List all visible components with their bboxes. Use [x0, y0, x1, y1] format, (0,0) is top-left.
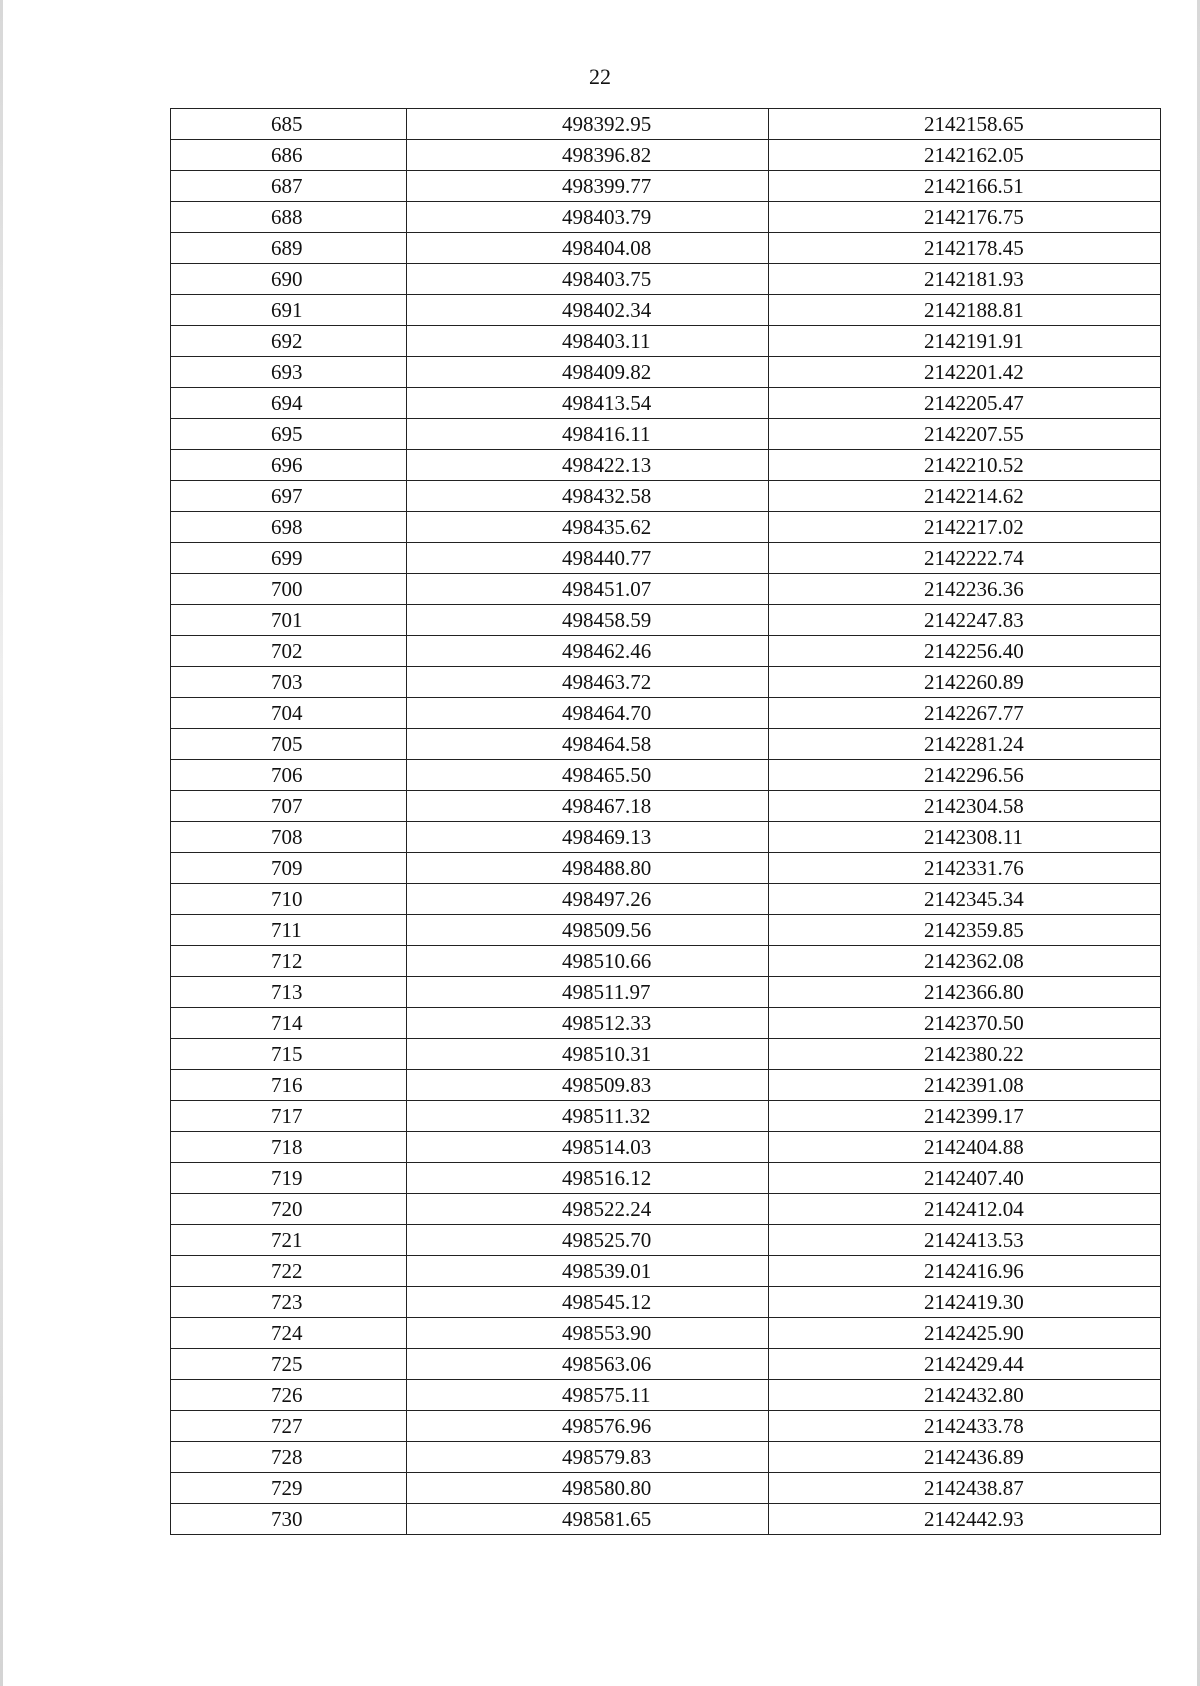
- point-number-cell: 691: [171, 295, 407, 326]
- x-coordinate-cell: 498510.31: [407, 1039, 769, 1070]
- y-coordinate-cell: 2142345.34: [769, 884, 1161, 915]
- table-row: [171, 1349, 1161, 1380]
- y-coordinate-cell: 2142247.83: [769, 605, 1161, 636]
- page-number: 22: [589, 64, 611, 89]
- table-row: [171, 1287, 1161, 1318]
- table-row: [171, 574, 1161, 605]
- table-row: [171, 1070, 1161, 1101]
- y-coordinate-cell: 2142407.40: [769, 1163, 1161, 1194]
- y-coordinate-cell: 2142296.56: [769, 760, 1161, 791]
- y-coordinate-cell: 2142419.30: [769, 1287, 1161, 1318]
- y-coordinate-cell: 2142222.74: [769, 543, 1161, 574]
- table-row: [171, 140, 1161, 171]
- table-row: [171, 1504, 1161, 1535]
- x-coordinate-cell: 498392.95: [407, 109, 769, 140]
- table-row: [171, 109, 1161, 140]
- point-number-cell: 708: [171, 822, 407, 853]
- y-coordinate-cell: 2142267.77: [769, 698, 1161, 729]
- point-number-cell: 711: [171, 915, 407, 946]
- point-number-cell: 705: [171, 729, 407, 760]
- table-row: [171, 884, 1161, 915]
- x-coordinate-cell: 498497.26: [407, 884, 769, 915]
- y-coordinate-cell: 2142188.81: [769, 295, 1161, 326]
- table-row: [171, 1101, 1161, 1132]
- point-number-cell: 707: [171, 791, 407, 822]
- x-coordinate-cell: 498539.01: [407, 1256, 769, 1287]
- point-number-cell: 709: [171, 853, 407, 884]
- x-coordinate-cell: 498545.12: [407, 1287, 769, 1318]
- x-coordinate-cell: 498463.72: [407, 667, 769, 698]
- y-coordinate-cell: 2142308.11: [769, 822, 1161, 853]
- point-number-cell: 690: [171, 264, 407, 295]
- table-row: [171, 760, 1161, 791]
- point-number-cell: 720: [171, 1194, 407, 1225]
- point-number-cell: 716: [171, 1070, 407, 1101]
- point-number-cell: 695: [171, 419, 407, 450]
- point-number-cell: 693: [171, 357, 407, 388]
- point-number-cell: 724: [171, 1318, 407, 1349]
- x-coordinate-cell: 498404.08: [407, 233, 769, 264]
- table-row: [171, 171, 1161, 202]
- point-number-cell: 702: [171, 636, 407, 667]
- table-row: [171, 1256, 1161, 1287]
- point-number-cell: 685: [171, 109, 407, 140]
- table-row: [171, 450, 1161, 481]
- table-row: [171, 202, 1161, 233]
- point-number-cell: 688: [171, 202, 407, 233]
- y-coordinate-cell: 2142181.93: [769, 264, 1161, 295]
- point-number-cell: 714: [171, 1008, 407, 1039]
- y-coordinate-cell: 2142260.89: [769, 667, 1161, 698]
- point-number-cell: 730: [171, 1504, 407, 1535]
- y-coordinate-cell: 2142366.80: [769, 977, 1161, 1008]
- point-number-cell: 694: [171, 388, 407, 419]
- y-coordinate-cell: 2142217.02: [769, 512, 1161, 543]
- point-number-cell: 698: [171, 512, 407, 543]
- point-number-cell: 725: [171, 1349, 407, 1380]
- table-row: [171, 388, 1161, 419]
- y-coordinate-cell: 2142176.75: [769, 202, 1161, 233]
- y-coordinate-cell: 2142438.87: [769, 1473, 1161, 1504]
- point-number-cell: 729: [171, 1473, 407, 1504]
- table-row: [171, 543, 1161, 574]
- y-coordinate-cell: 2142436.89: [769, 1442, 1161, 1473]
- x-coordinate-cell: 498416.11: [407, 419, 769, 450]
- table-row: [171, 853, 1161, 884]
- x-coordinate-cell: 498579.83: [407, 1442, 769, 1473]
- table-row: [171, 977, 1161, 1008]
- x-coordinate-cell: 498464.70: [407, 698, 769, 729]
- y-coordinate-cell: 2142380.22: [769, 1039, 1161, 1070]
- point-number-cell: 699: [171, 543, 407, 574]
- table-row: [171, 915, 1161, 946]
- y-coordinate-cell: 2142416.96: [769, 1256, 1161, 1287]
- scan-edge-left: [0, 0, 3, 1686]
- x-coordinate-cell: 498511.97: [407, 977, 769, 1008]
- x-coordinate-cell: 498413.54: [407, 388, 769, 419]
- y-coordinate-cell: 2142158.65: [769, 109, 1161, 140]
- x-coordinate-cell: 498514.03: [407, 1132, 769, 1163]
- x-coordinate-cell: 498396.82: [407, 140, 769, 171]
- y-coordinate-cell: 2142425.90: [769, 1318, 1161, 1349]
- x-coordinate-cell: 498516.12: [407, 1163, 769, 1194]
- y-coordinate-cell: 2142205.47: [769, 388, 1161, 419]
- y-coordinate-cell: 2142359.85: [769, 915, 1161, 946]
- point-number-cell: 717: [171, 1101, 407, 1132]
- table-row: [171, 1039, 1161, 1070]
- point-number-cell: 704: [171, 698, 407, 729]
- y-coordinate-cell: 2142201.42: [769, 357, 1161, 388]
- table-row: [171, 822, 1161, 853]
- point-number-cell: 722: [171, 1256, 407, 1287]
- table-row: [171, 512, 1161, 543]
- y-coordinate-cell: 2142162.05: [769, 140, 1161, 171]
- x-coordinate-cell: 498563.06: [407, 1349, 769, 1380]
- x-coordinate-cell: 498509.83: [407, 1070, 769, 1101]
- x-coordinate-cell: 498576.96: [407, 1411, 769, 1442]
- table-row: [171, 1163, 1161, 1194]
- x-coordinate-cell: 498464.58: [407, 729, 769, 760]
- coordinate-table: [170, 108, 1161, 1535]
- x-coordinate-cell: 498403.11: [407, 326, 769, 357]
- y-coordinate-cell: 2142304.58: [769, 791, 1161, 822]
- x-coordinate-cell: 498525.70: [407, 1225, 769, 1256]
- y-coordinate-cell: 2142191.91: [769, 326, 1161, 357]
- x-coordinate-cell: 498580.80: [407, 1473, 769, 1504]
- table-row: [171, 233, 1161, 264]
- table-row: [171, 326, 1161, 357]
- point-number-cell: 692: [171, 326, 407, 357]
- x-coordinate-cell: 498435.62: [407, 512, 769, 543]
- point-number-cell: 718: [171, 1132, 407, 1163]
- point-number-cell: 712: [171, 946, 407, 977]
- table-row: [171, 419, 1161, 450]
- point-number-cell: 715: [171, 1039, 407, 1070]
- y-coordinate-cell: 2142178.45: [769, 233, 1161, 264]
- point-number-cell: 727: [171, 1411, 407, 1442]
- y-coordinate-cell: 2142432.80: [769, 1380, 1161, 1411]
- y-coordinate-cell: 2142281.24: [769, 729, 1161, 760]
- x-coordinate-cell: 498402.34: [407, 295, 769, 326]
- table-row: [171, 698, 1161, 729]
- x-coordinate-cell: 498451.07: [407, 574, 769, 605]
- x-coordinate-cell: 498432.58: [407, 481, 769, 512]
- table-row: [171, 264, 1161, 295]
- x-coordinate-cell: 498469.13: [407, 822, 769, 853]
- x-coordinate-cell: 498403.79: [407, 202, 769, 233]
- x-coordinate-cell: 498422.13: [407, 450, 769, 481]
- x-coordinate-cell: 498511.32: [407, 1101, 769, 1132]
- table-row: [171, 1442, 1161, 1473]
- point-number-cell: 701: [171, 605, 407, 636]
- point-number-cell: 726: [171, 1380, 407, 1411]
- y-coordinate-cell: 2142331.76: [769, 853, 1161, 884]
- x-coordinate-cell: 498575.11: [407, 1380, 769, 1411]
- point-number-cell: 706: [171, 760, 407, 791]
- point-number-cell: 689: [171, 233, 407, 264]
- point-number-cell: 721: [171, 1225, 407, 1256]
- point-number-cell: 723: [171, 1287, 407, 1318]
- point-number-cell: 700: [171, 574, 407, 605]
- point-number-cell: 728: [171, 1442, 407, 1473]
- x-coordinate-cell: 498553.90: [407, 1318, 769, 1349]
- y-coordinate-cell: 2142256.40: [769, 636, 1161, 667]
- table-row: [171, 667, 1161, 698]
- point-number-cell: 697: [171, 481, 407, 512]
- table-row: [171, 1225, 1161, 1256]
- x-coordinate-cell: 498581.65: [407, 1504, 769, 1535]
- table-row: [171, 1380, 1161, 1411]
- x-coordinate-cell: 498462.46: [407, 636, 769, 667]
- y-coordinate-cell: 2142207.55: [769, 419, 1161, 450]
- x-coordinate-cell: 498465.50: [407, 760, 769, 791]
- y-coordinate-cell: 2142370.50: [769, 1008, 1161, 1039]
- y-coordinate-cell: 2142412.04: [769, 1194, 1161, 1225]
- table-row: [171, 1411, 1161, 1442]
- y-coordinate-cell: 2142442.93: [769, 1504, 1161, 1535]
- y-coordinate-cell: 2142429.44: [769, 1349, 1161, 1380]
- table-row: [171, 357, 1161, 388]
- table-row: [171, 946, 1161, 977]
- y-coordinate-cell: 2142210.52: [769, 450, 1161, 481]
- y-coordinate-cell: 2142362.08: [769, 946, 1161, 977]
- x-coordinate-cell: 498458.59: [407, 605, 769, 636]
- x-coordinate-cell: 498522.24: [407, 1194, 769, 1225]
- x-coordinate-cell: 498440.77: [407, 543, 769, 574]
- point-number-cell: 686: [171, 140, 407, 171]
- table-row: [171, 1194, 1161, 1225]
- x-coordinate-cell: 498399.77: [407, 171, 769, 202]
- point-number-cell: 713: [171, 977, 407, 1008]
- table-row: [171, 1132, 1161, 1163]
- x-coordinate-cell: 498403.75: [407, 264, 769, 295]
- coordinate-table-body: [171, 109, 1161, 1535]
- table-row: [171, 481, 1161, 512]
- x-coordinate-cell: 498512.33: [407, 1008, 769, 1039]
- x-coordinate-cell: 498467.18: [407, 791, 769, 822]
- point-number-cell: 687: [171, 171, 407, 202]
- y-coordinate-cell: 2142214.62: [769, 481, 1161, 512]
- table-row: [171, 1008, 1161, 1039]
- x-coordinate-cell: 498510.66: [407, 946, 769, 977]
- table-row: [171, 636, 1161, 667]
- table-row: [171, 729, 1161, 760]
- point-number-cell: 703: [171, 667, 407, 698]
- y-coordinate-cell: 2142236.36: [769, 574, 1161, 605]
- y-coordinate-cell: 2142166.51: [769, 171, 1161, 202]
- y-coordinate-cell: 2142433.78: [769, 1411, 1161, 1442]
- table-row: [171, 1473, 1161, 1504]
- y-coordinate-cell: 2142399.17: [769, 1101, 1161, 1132]
- point-number-cell: 696: [171, 450, 407, 481]
- y-coordinate-cell: 2142404.88: [769, 1132, 1161, 1163]
- y-coordinate-cell: 2142391.08: [769, 1070, 1161, 1101]
- y-coordinate-cell: 2142413.53: [769, 1225, 1161, 1256]
- x-coordinate-cell: 498409.82: [407, 357, 769, 388]
- table-row: [171, 295, 1161, 326]
- point-number-cell: 719: [171, 1163, 407, 1194]
- table-row: [171, 791, 1161, 822]
- x-coordinate-cell: 498509.56: [407, 915, 769, 946]
- table-row: [171, 1318, 1161, 1349]
- point-number-cell: 710: [171, 884, 407, 915]
- table-row: [171, 605, 1161, 636]
- x-coordinate-cell: 498488.80: [407, 853, 769, 884]
